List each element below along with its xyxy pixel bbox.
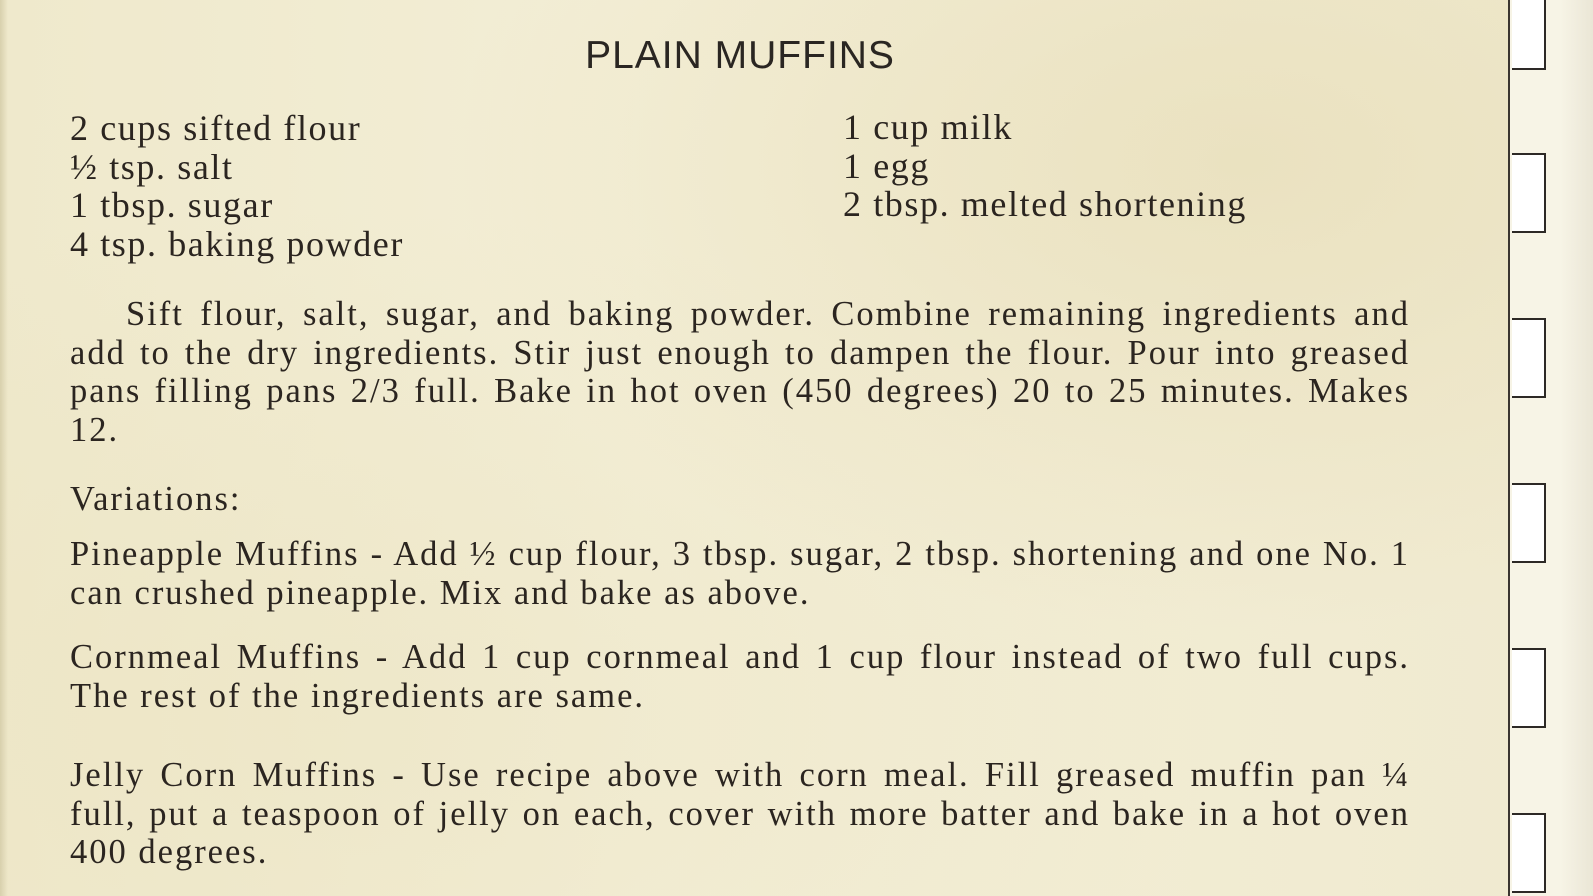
variations-heading: Variations: xyxy=(70,480,242,518)
variation-pineapple: Pineapple Muffins - Add ½ cup flour, 3 tbsp. sugar, 2 tbsp. shortening and one No. 1 can crushed pineapple. Mix and bake as above. xyxy=(70,535,1410,612)
ingredient-item: 4 tsp. baking powder xyxy=(70,223,404,264)
paper-edge xyxy=(0,0,8,896)
ingredient-item: 1 tbsp. sugar xyxy=(70,185,274,225)
binder-hole xyxy=(1512,0,1546,70)
ingredient-item: 2 tbsp. melted shortening xyxy=(843,184,1247,224)
binder-hole xyxy=(1512,318,1546,398)
binder-rail-edge xyxy=(1508,0,1510,896)
ingredient-item: 1 cup milk xyxy=(843,107,1013,147)
variation-cornmeal: Cornmeal Muffins - Add 1 cup cornmeal and 1 cup flour instead of two full cups. The rest of the ingredients are same. xyxy=(70,638,1410,715)
binder-hole xyxy=(1512,648,1546,728)
binder-hole xyxy=(1512,813,1546,893)
variation-jelly-corn: Jelly Corn Muffins - Use recipe above with corn meal. Fill greased muffin pan ¼ full, put a teaspoon of jelly on each, cover with more batter and bake in a hot oven 400 degrees. xyxy=(70,756,1410,871)
ingredients-right-column xyxy=(843,108,1247,224)
ingredients-left-column xyxy=(70,109,404,263)
method-paragraph: Sift flour, salt, sugar, and baking powder. Combine remaining ingredients and add to the dry ingredients. Stir just enough to dampen the flour. Pour into greased pans filling pans 2/3 full. Bake in hot oven (450 degrees) 20 to 25 minutes. Makes 12. xyxy=(70,295,1410,449)
recipe-title: PLAIN MUFFINS xyxy=(585,34,895,77)
ingredient-item: 1 egg xyxy=(843,145,930,186)
binder-rail-shadow xyxy=(1560,0,1593,896)
binder-hole xyxy=(1512,153,1546,233)
binder-hole xyxy=(1512,483,1546,563)
ingredient-item: ½ tsp. salt xyxy=(70,146,234,187)
ingredient-item: 2 cups sifted flour xyxy=(70,108,362,148)
